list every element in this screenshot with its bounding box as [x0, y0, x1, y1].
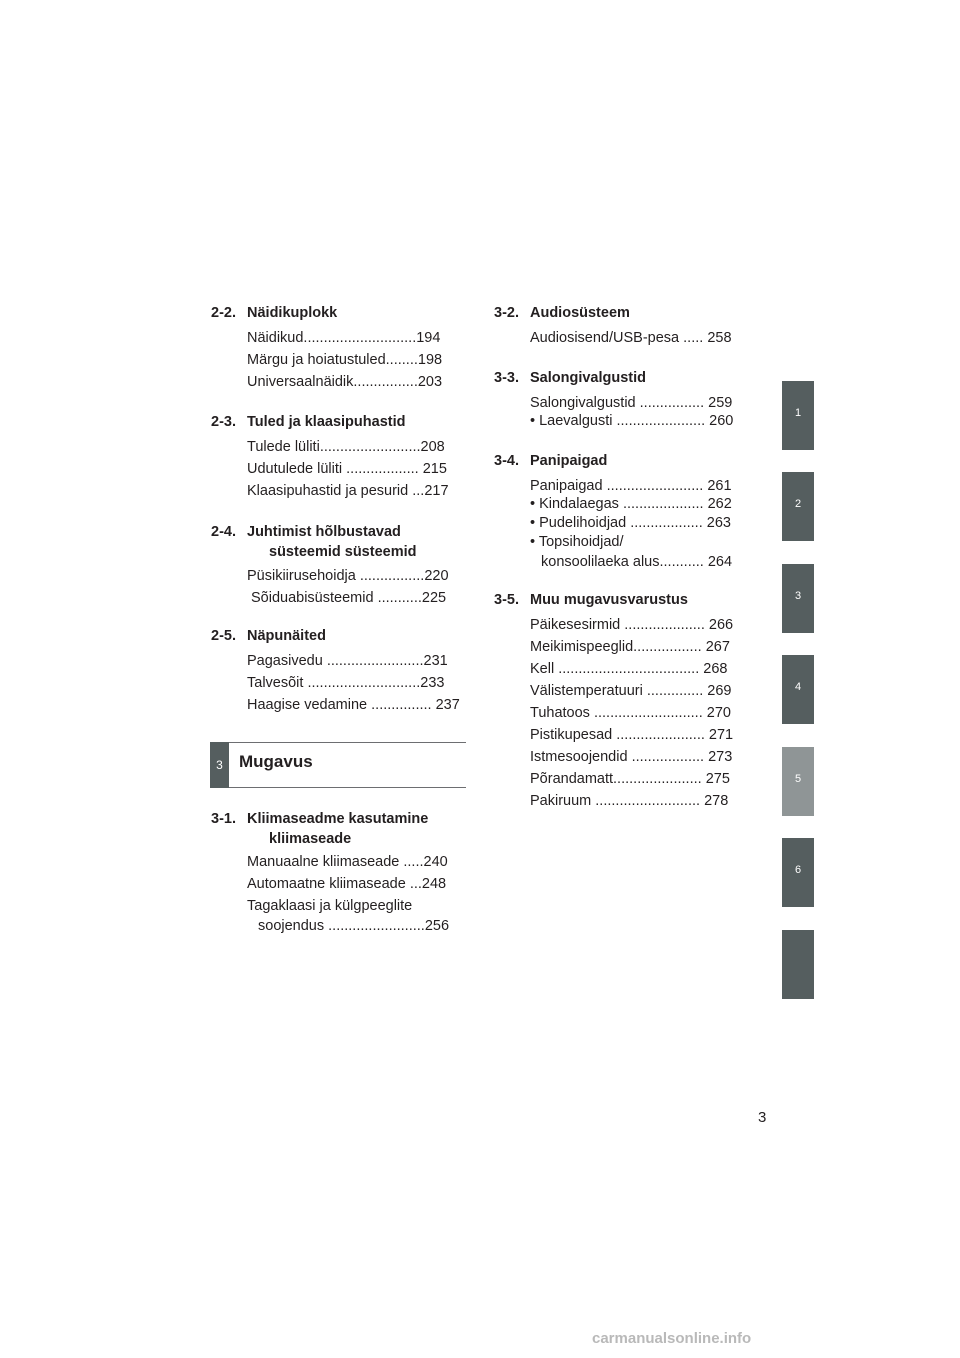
toc-entry[interactable]: Udutulede lüliti .................. 215 [247, 461, 447, 477]
section-3-2-title[interactable] [494, 305, 630, 321]
page-ref: 248 [421, 876, 447, 892]
watermark: carmanualsonline.info [592, 1330, 752, 1347]
section-3-4-title[interactable] [494, 453, 607, 469]
section-title-text: Tuled ja klaasipuhastid [247, 414, 406, 430]
page-ref: 271 [708, 727, 734, 743]
toc-entry[interactable]: Näidikud............................194 [247, 330, 441, 346]
toc-entry[interactable]: • Pudelihoidjad .................. 263 [530, 515, 731, 531]
page-ref: 215 [422, 461, 447, 477]
page-ref: 240 [423, 854, 448, 870]
toc-entry[interactable]: Universaalnäidik................203 [247, 374, 443, 390]
section-3-3-title[interactable] [494, 370, 646, 386]
page-number: 3 [758, 1109, 767, 1126]
section-2-3-title[interactable] [211, 414, 405, 430]
page-ref: 275 [705, 771, 730, 787]
section-number: 2-5. [211, 628, 236, 644]
section-2-2-title[interactable] [211, 305, 337, 321]
toc-entry[interactable]: Päikesesirmid .................... 266 [530, 617, 734, 633]
chapter-tab-3[interactable]: 3 [782, 564, 814, 633]
page-ref: 203 [417, 374, 443, 390]
section-number: 3-5. [494, 592, 519, 608]
toc-entry[interactable]: Märgu ja hoiatustuled........198 [247, 352, 443, 368]
chapter-top-rule [210, 742, 466, 743]
page-ref: 266 [708, 617, 734, 633]
section-title-text: Juhtimist hõlbustavad [247, 524, 401, 540]
page-ref: 194 [416, 330, 441, 346]
page-ref: 256 [424, 918, 450, 934]
chapter-tab-1[interactable]: 1 [782, 381, 814, 450]
page-ref: 267 [705, 639, 730, 655]
section-2-5-title[interactable] [211, 628, 326, 644]
page-ref: 237 [435, 697, 460, 713]
chapter-number-block: 3 [210, 742, 229, 788]
chapter-title: Mugavus [239, 752, 313, 771]
section-3-1-title[interactable] [211, 809, 461, 849]
section-title-text: Näpunäited [247, 628, 326, 644]
chapter-tab-5[interactable]: 5 [782, 747, 814, 816]
toc-entry[interactable]: Tuhatoos ........................... 270 [530, 705, 731, 721]
chapter-tab-6[interactable]: 6 [782, 838, 814, 907]
section-number: 2-4. [211, 524, 236, 540]
page-ref: 262 [707, 496, 732, 512]
toc-entry[interactable]: Audiosisend/USB-pesa ..... 258 [530, 330, 732, 346]
toc-entry[interactable]: Haagise vedamine ............... 237 [247, 697, 460, 713]
page-ref: 231 [423, 653, 448, 669]
page-ref: 269 [707, 683, 732, 699]
chapter-tab-index[interactable] [782, 930, 814, 999]
page-ref: 225 [421, 590, 447, 606]
toc-entry[interactable]: Istmesoojendid .................. 273 [530, 749, 733, 765]
page-ref: 260 [709, 413, 734, 429]
toc-entry[interactable]: Pakiruum .......................... 278 [530, 793, 729, 809]
chapter-bottom-rule [210, 787, 466, 788]
page-ref: 233 [420, 675, 445, 691]
section-title-text: Näidikuplokk [247, 305, 338, 321]
section-number: 3-1. [211, 811, 236, 827]
toc-entry[interactable]: Meikimispeeglid................. 267 [530, 639, 730, 655]
chapter-header [210, 742, 466, 788]
toc-entry[interactable]: Pagasivedu ........................231 [247, 653, 448, 669]
page-ref: 270 [706, 705, 731, 721]
section-title-continuation: kliimaseade [269, 831, 352, 847]
page-ref: 198 [417, 352, 443, 368]
section-number: 3-3. [494, 370, 519, 386]
toc-entry[interactable]: Kell ................................... 268 [530, 661, 728, 677]
page-ref: 263 [706, 515, 731, 531]
toc-entry[interactable]: Pistikupesad ...................... 271 [530, 727, 734, 743]
section-title-text: Panipaigad [530, 453, 608, 469]
toc-entry[interactable]: Tulede lüliti.........................208 [247, 439, 445, 455]
section-title-text: Salongivalgustid [530, 370, 647, 386]
section-number: 3-2. [494, 305, 519, 321]
chapter-tab-4[interactable]: 4 [782, 655, 814, 724]
toc-entry[interactable]: • Topsihoidjad/ konsoolilaeka alus........... 264 [530, 534, 733, 570]
page-ref: 258 [707, 330, 732, 346]
toc-entry[interactable]: Panipaigad ........................ 261 [530, 478, 732, 494]
toc-entry[interactable]: Tagaklaasi ja külgpeeglite soojendus ........................256 [247, 898, 450, 934]
section-title-continuation: süsteemid süsteemid [269, 544, 417, 560]
toc-entry[interactable]: Klaasipuhastid ja pesurid ...217 [247, 483, 449, 499]
page-ref: 208 [420, 439, 445, 455]
toc-entry[interactable]: Välistemperatuuri .............. 269 [530, 683, 732, 699]
chapter-tab-2[interactable]: 2 [782, 472, 814, 541]
page-ref: 261 [707, 478, 732, 494]
page-ref: 273 [708, 749, 733, 765]
toc-entry[interactable]: Automaatne kliimaseade ...248 [247, 876, 447, 892]
section-number: 2-3. [211, 414, 236, 430]
page-ref: 217 [424, 483, 449, 499]
page-ref: 278 [704, 793, 729, 809]
section-title-text: Audiosüsteem [530, 305, 630, 321]
toc-entry[interactable]: Salongivalgustid ................ 259 [530, 395, 733, 411]
toc-entry[interactable]: Talvesõit ............................233 [247, 675, 445, 691]
section-2-4-title[interactable] [211, 522, 461, 562]
section-number: 2-2. [211, 305, 236, 321]
toc-entry[interactable]: Manuaalne kliimaseade .....240 [247, 854, 448, 870]
page-ref: 268 [703, 661, 728, 677]
section-title-text: Kliimaseadme kasutamine [247, 811, 429, 827]
toc-entry[interactable]: Põrandamatt...................... 275 [530, 771, 730, 787]
page-ref: 220 [424, 568, 449, 584]
toc-entry[interactable]: Sõiduabisüsteemid ...........225 [251, 590, 447, 606]
section-number: 3-4. [494, 453, 519, 469]
page-ref: 264 [707, 554, 733, 570]
toc-entry[interactable]: • Kindalaegas .................... 262 [530, 496, 732, 512]
toc-entry[interactable]: • Laevalgusti ...................... 260 [530, 413, 734, 429]
page-ref: 259 [708, 395, 733, 411]
section-title-text: Muu mugavusvarustus [530, 592, 688, 608]
toc-entry[interactable]: Püsikiirusehoidja ................220 [247, 568, 449, 584]
section-3-5-title[interactable] [494, 592, 688, 608]
